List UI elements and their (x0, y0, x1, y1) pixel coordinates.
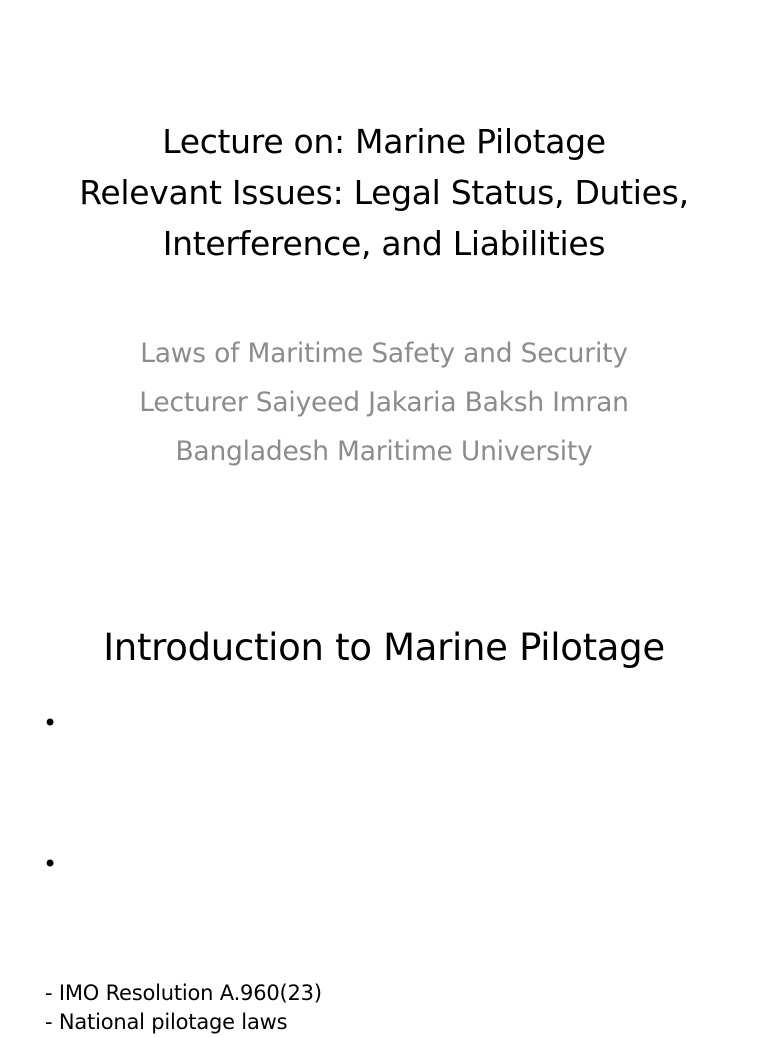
reference-item: - IMO Resolution A.960(23) (45, 981, 322, 1005)
slide-title (0, 116, 768, 269)
reference-item: - National pilotage laws (45, 1010, 288, 1034)
bullet-marker: • (43, 709, 58, 737)
section-heading: Introduction to Marine Pilotage (103, 626, 665, 669)
bullet-marker: • (43, 850, 58, 878)
subtitle-line: Bangladesh Maritime University (175, 436, 593, 467)
subtitle-line: Laws of Maritime Safety and Security (140, 338, 628, 369)
subtitle-line: Lecturer Saiyeed Jakaria Baksh Imran (139, 387, 629, 418)
title-line: Relevant Issues: Legal Status, Duties, (79, 173, 689, 212)
reference-list (45, 979, 322, 1037)
title-line: Interference, and Liabilities (162, 224, 606, 263)
title-line: Lecture on: Marine Pilotage (162, 122, 606, 161)
slide-subtitle (0, 329, 768, 476)
